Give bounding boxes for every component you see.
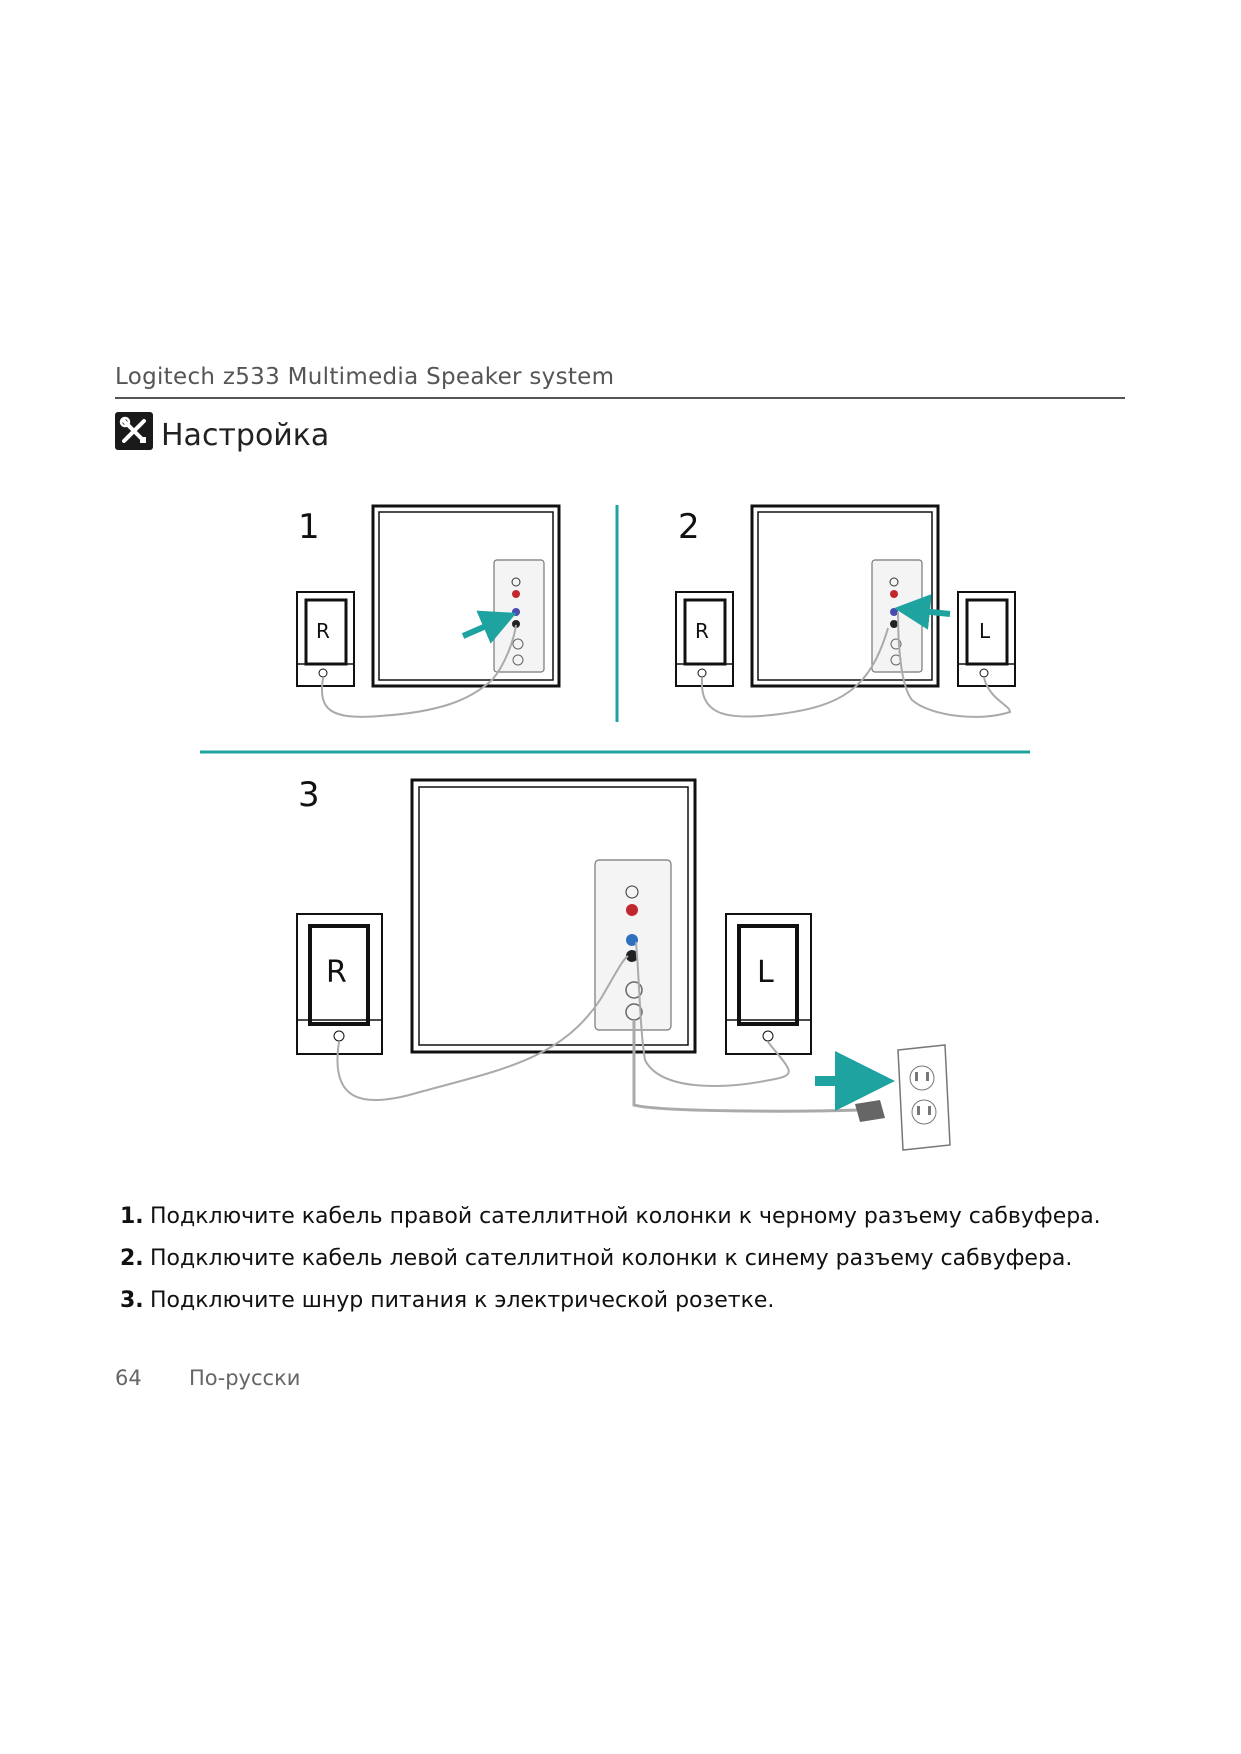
wall-outlet-icon <box>898 1045 950 1150</box>
step-2-illustration <box>676 506 1015 717</box>
speaker-right-label-3: R <box>326 955 347 990</box>
instruction-item <box>120 1195 1101 1237</box>
instruction-text: Подключите кабель правой сателлитной колонки к черному разъему сабвуфера. <box>150 1203 1101 1229</box>
step-3-label: 3 <box>298 775 320 815</box>
instruction-list <box>120 1195 1101 1321</box>
tools-icon <box>115 412 153 450</box>
instruction-number: 1. <box>120 1203 144 1229</box>
step-2-label: 2 <box>678 507 700 547</box>
speaker-left-label-3: L <box>757 955 774 990</box>
section-title: Настройка <box>161 418 330 453</box>
setup-diagram <box>0 490 1241 1170</box>
instruction-text: Подключите кабель левой сателлитной колонки к синему разъему сабвуфера. <box>150 1245 1073 1271</box>
instruction-item <box>120 1237 1101 1279</box>
title-divider <box>115 397 1125 399</box>
instruction-text: Подключите шнур питания к электрической розетке. <box>150 1287 775 1313</box>
document-title: Logitech z533 Multimedia Speaker system <box>115 364 615 390</box>
speaker-right-label-2: R <box>695 619 709 643</box>
speaker-right-label: R <box>316 619 330 643</box>
instruction-number: 3. <box>120 1287 144 1313</box>
footer-language: По-русски <box>189 1366 301 1390</box>
instruction-number: 2. <box>120 1245 144 1271</box>
page-number: 64 <box>115 1366 142 1390</box>
step-1-label: 1 <box>298 507 320 547</box>
speaker-left-label: L <box>979 619 991 643</box>
step-3-illustration <box>297 780 950 1150</box>
instruction-item <box>120 1279 1101 1321</box>
step-1-illustration <box>297 506 559 717</box>
